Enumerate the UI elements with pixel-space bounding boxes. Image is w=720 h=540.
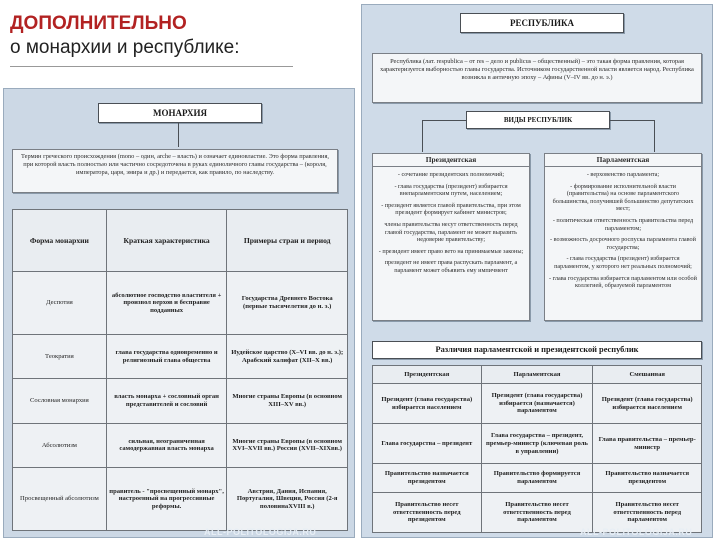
branch-line-left xyxy=(422,120,466,121)
monarchy-definition: Термин греческого происхождения (mono – один, arche – власть) и означает единовластие. Это форма правления, при которой власть полностью или частично сосредоточена в руках единоличного главы государства – (короля, императора, царя, эмира и др.) и передается, как правило, по наследству. xyxy=(12,149,338,193)
list-item: президент не имеет права распускать парламент, а парламент может объявить ему импичмент xyxy=(384,259,518,274)
table-cell: абсолютное господство властителя + произвол верхов и бесправие подданных xyxy=(106,272,227,335)
title-divider xyxy=(10,66,293,67)
table-cell: сильная, неограниченная самодержавная власть монарха xyxy=(106,423,227,467)
table-cell: Правительство формируется парламентом xyxy=(481,464,593,492)
presidential-box xyxy=(372,153,530,321)
slide-title-line2: о монархии и республике: xyxy=(10,37,240,58)
republic-header: РЕСПУБЛИКА xyxy=(460,13,624,33)
branch-line-right-down xyxy=(654,120,655,152)
monarchy-poster xyxy=(3,88,355,538)
table-header: Форма монархии xyxy=(13,210,107,272)
table-row xyxy=(13,272,348,335)
table-header-row xyxy=(373,366,702,384)
table-cell: Президент (глава государства) избирается населением xyxy=(593,384,702,424)
table-row xyxy=(13,379,348,423)
list-item: - возможность досрочного роспуска парламента главой государства; xyxy=(550,236,696,251)
table-header-row xyxy=(13,210,348,272)
parliamentary-box xyxy=(544,153,702,321)
republic-poster xyxy=(361,4,713,538)
table-header: Краткая характеристика xyxy=(106,210,227,272)
table-header: Президентская xyxy=(373,366,482,384)
connector-line xyxy=(178,123,179,147)
list-item: - глава государства избирается парламентом или особой коллегией, образуемой парламентом xyxy=(549,274,697,290)
table-row xyxy=(373,384,702,424)
branch-line-right xyxy=(610,120,654,121)
table-cell: правитель - "просвещенный монарх", настроенный на прогрессивные реформы. xyxy=(106,468,227,531)
list-item: - верховенство парламента; xyxy=(586,171,660,178)
monarchy-header: МОНАРХИЯ xyxy=(98,103,262,123)
table-cell: Просвещенный абсолютизм xyxy=(13,468,107,531)
site-watermark: ALL-POLITOLOGIJA.RU xyxy=(204,527,317,537)
table-cell: Многие страны Европы (в основном XVI–XVII вв.) Россия (XVII–XIXвв.) xyxy=(227,423,348,467)
table-header: Смешанная xyxy=(593,366,702,384)
parliamentary-title: Парламентская xyxy=(545,156,701,167)
presidential-list xyxy=(377,171,525,275)
table-header: Примеры стран и период xyxy=(227,210,348,272)
table-cell: Правительство несет ответственность перед парламентом xyxy=(593,492,702,532)
list-item: - глава государства (президент) избирается внепарламентским путем, населением; xyxy=(394,182,508,198)
table-cell: Государства Древнего Востока (первые тысячелетия до н. э.) xyxy=(227,272,348,335)
comparison-title: Различия парламентской и президентской республик xyxy=(372,341,702,359)
table-row xyxy=(13,334,348,378)
table-cell: Деспотия xyxy=(13,272,107,335)
table-row xyxy=(13,423,348,467)
table-cell: Президент (глава государства) избирается (назначается) парламентом xyxy=(481,384,593,424)
slide-title-line1: ДОПОЛНИТЕЛЬНО xyxy=(10,13,187,34)
list-item: - политическая ответственность правительства перед парламентом; xyxy=(552,216,694,232)
slide-title xyxy=(10,12,350,60)
table-cell: Глава правительства – премьер-министр xyxy=(593,424,702,464)
table-cell: Правительство назначается президентом xyxy=(373,464,482,492)
list-item: члены правительства несут ответственность перед главой государства, парламент не может выразить недоверие правительству; xyxy=(384,220,518,244)
table-cell: Иудейское царство (X–VI вв. до н. э.); Арабский халифат (XII–X вв.) xyxy=(227,334,348,378)
table-cell: Глава государства – президент xyxy=(373,424,482,464)
table-row xyxy=(13,468,348,531)
table-cell: Правительство несет ответственность перед парламентом xyxy=(481,492,593,532)
list-item: - глава государства (президент) избирается парламентом, у которого нет реальных полномочий; xyxy=(554,255,692,270)
list-item: - президент имеет право вето на принимаемые законы; xyxy=(378,247,524,255)
table-cell: Многие страны Европы (в основном XIII–XV вв.) xyxy=(227,379,348,423)
monarchy-forms-table xyxy=(12,209,348,531)
list-item: - формирование исполнительной власти (правительства) на основе парламентского большинства, получившей большинство депутатских мест; xyxy=(552,182,694,213)
table-cell: Австрия, Дания, Испания, Португалия, Швеция, Россия (2-я половинаXVIII в.) xyxy=(227,468,348,531)
table-cell: Сословная монархия xyxy=(13,379,107,423)
table-cell: Правительство назначается президентом xyxy=(593,464,702,492)
table-cell: власть монарха + сословный орган представителей и сословий xyxy=(106,379,227,423)
site-watermark: ALL-POLITOLOGIJA.RU xyxy=(580,527,693,537)
table-cell: Теократия xyxy=(13,334,107,378)
table-cell: Президент (глава государства) избирается населением xyxy=(373,384,482,424)
parliamentary-list xyxy=(549,171,697,290)
list-item: - президент является главой правительства, при этом президент формирует кабинет министров; xyxy=(381,201,521,217)
republic-types-label: ВИДЫ РЕСПУБЛИК xyxy=(466,111,610,129)
table-cell: глава государства одновременно и религиозный глава общества xyxy=(106,334,227,378)
table-row xyxy=(373,424,702,464)
table-cell: Абсолютизм xyxy=(13,423,107,467)
comparison-table xyxy=(372,365,702,533)
branch-line-left-down xyxy=(422,120,423,152)
table-header: Парламентская xyxy=(481,366,593,384)
republic-definition: Республика (лат. respublica – от res – дело и publicus – общественный) – это такая форма правления, которая характеризуется выборностью главы государства. Источником государственной власти является народ. Республика возникла в античную эпоху – Афины (V–IV вв. до н. э.) xyxy=(372,53,702,103)
list-item: - сочетание президентских полномочий; xyxy=(397,171,505,178)
table-cell: Глава государства – президент, премьер-министр (ключевая роль в управлении) xyxy=(481,424,593,464)
table-row xyxy=(373,464,702,492)
table-cell: Правительство несет ответственность перед президентом xyxy=(373,492,482,532)
presidential-title: Президентская xyxy=(373,156,529,167)
